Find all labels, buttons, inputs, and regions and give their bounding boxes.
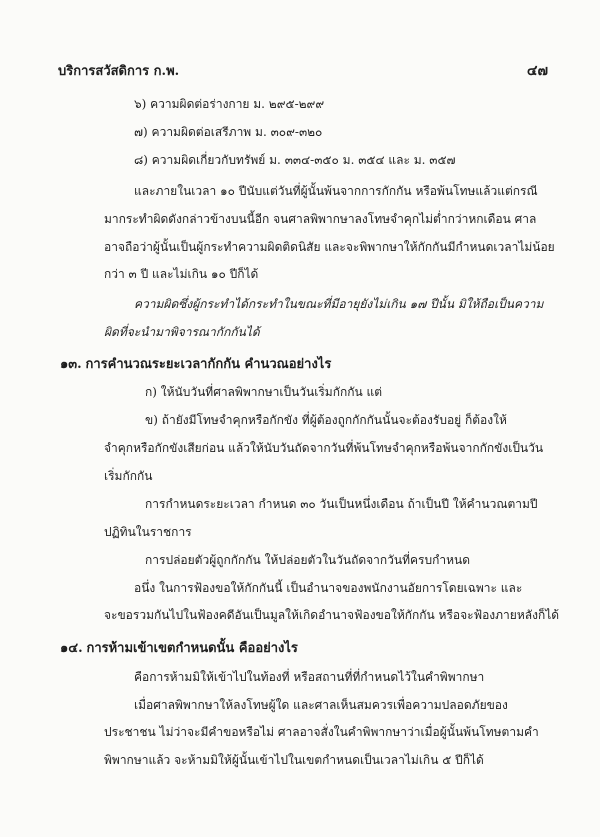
paragraph-line: เมื่อศาลพิพากษาให้ลงโทษผู้ใด และศาลเห็นสมควรเพื่อความปลอดภัยของ bbox=[134, 698, 508, 712]
paragraph-line: จำคุกหรือกักขังเสียก่อน แล้วให้นับวันถัดจากวันที่พ้นโทษจำคุกหรือพ้นจากกักขังเป็นวัน bbox=[104, 441, 544, 455]
paragraph-line: ความผิดซึ่งผู้กระทำได้กระทำในขณะที่มีอายุยังไม่เกิน ๑๗ ปีนั้น มิให้ถือเป็นความ bbox=[134, 297, 544, 311]
item-number: ๘) bbox=[134, 153, 148, 167]
section-number: ๑๔. bbox=[60, 641, 83, 656]
paragraph-line: ปฏิทินในราชการ bbox=[104, 525, 192, 539]
item-text: ความผิดเกี่ยวกับทรัพย์ ม. ๓๓๔-๓๕๐ ม. ๓๕๔ และ ม. ๓๕๗ bbox=[151, 153, 456, 167]
header-title: บริการสวัสดิการ ก.พ. bbox=[58, 64, 180, 79]
item-number: ๖) bbox=[134, 97, 147, 111]
list-item: ก) ให้นับวันที่ศาลพิพากษาเป็นวันเริ่มกักกัน แต่ bbox=[145, 385, 383, 399]
list-item bbox=[134, 96, 324, 112]
paragraph-line: เริ่มกักกัน bbox=[104, 469, 153, 483]
paragraph-line: การปล่อยตัวผู้ถูกกักกัน ให้ปล่อยตัวในวันถัดจากวันที่ครบกำหนด bbox=[145, 553, 471, 567]
list-item bbox=[134, 124, 322, 140]
paragraph-line: การกำหนดระยะเวลา กำหนด ๓๐ วันเป็นหนึ่งเดือน ถ้าเป็นปี ให้คำนวณตามปี bbox=[145, 497, 538, 511]
section-title: การห้ามเข้าเขตกำหนดนั้น คืออย่างไร bbox=[86, 641, 298, 656]
paragraph-line: คือการห้ามมิให้เข้าไปในท้องที่ หรือสถานที่ที่กำหนดไว้ในคำพิพากษา bbox=[134, 670, 485, 684]
paragraph-line: จะขอรวมกันไปในฟ้องคดีอันเป็นมูลให้เกิดอำนาจฟ้องขอให้กักกัน หรือจะฟ้องภายหลังก็ได้ bbox=[104, 608, 560, 622]
section-heading bbox=[60, 356, 331, 373]
page-number: ๔๗ bbox=[526, 63, 548, 79]
paragraph-line: กว่า ๓ ปี และไม่เกิน ๑๐ ปีก็ได้ bbox=[104, 267, 259, 281]
item-text: ความผิดต่อเสรีภาพ ม. ๓๐๙-๓๒๐ bbox=[151, 125, 323, 139]
section-number: ๑๓. bbox=[60, 357, 82, 372]
paragraph-line: อนึ่ง ในการฟ้องขอให้กักกันนี้ เป็นอำนาจของพนักงานอัยการโดยเฉพาะ และ bbox=[134, 581, 523, 595]
paragraph-line: ประชาชน ไม่ว่าจะมีคำขอหรือไม่ ศาลอาจสั่งในคำพิพากษาว่าเมื่อผู้นั้นพ้นโทษตามคำ bbox=[104, 725, 539, 739]
section-heading bbox=[60, 640, 298, 657]
paragraph-line: และภายในเวลา ๑๐ ปีนับแต่วันที่ผู้นั้นพ้นจากการกักกัน หรือพ้นโทษแล้วแต่กรณี bbox=[134, 184, 538, 198]
paragraph-line: พิพากษาแล้ว จะห้ามมิให้ผู้นั้นเข้าไปในเขตกำหนดเป็นเวลาไม่เกิน ๕ ปีก็ได้ bbox=[104, 753, 484, 767]
item-text: ความผิดต่อร่างกาย ม. ๒๙๕-๒๙๙ bbox=[150, 97, 325, 111]
paragraph-line: ผิดที่จะนำมาพิจารณากักกันได้ bbox=[104, 325, 260, 339]
list-item bbox=[134, 152, 456, 168]
list-item: ข) ถ้ายังมีโทษจำคุกหรือกักขัง ที่ผู้ต้องถูกกักกันนั้นจะต้องรับอยู่ ก็ต้องให้ bbox=[145, 413, 507, 427]
paragraph-line: มากระทำผิดดังกล่าวข้างบนนี้อีก จนศาลพิพากษาลงโทษจำคุกไม่ต่ำกว่าหกเดือน ศาล bbox=[104, 212, 537, 226]
item-number: ๗) bbox=[134, 125, 148, 139]
section-title: การคำนวณระยะเวลากักกัน คำนวณอย่างไร bbox=[85, 357, 332, 372]
paragraph-line: อาจถือว่าผู้นั้นเป็นผู้กระทำความผิดติดนิสัย และจะพิพากษาให้กักกันมีกำหนดเวลาไม่น้อย bbox=[104, 240, 555, 254]
